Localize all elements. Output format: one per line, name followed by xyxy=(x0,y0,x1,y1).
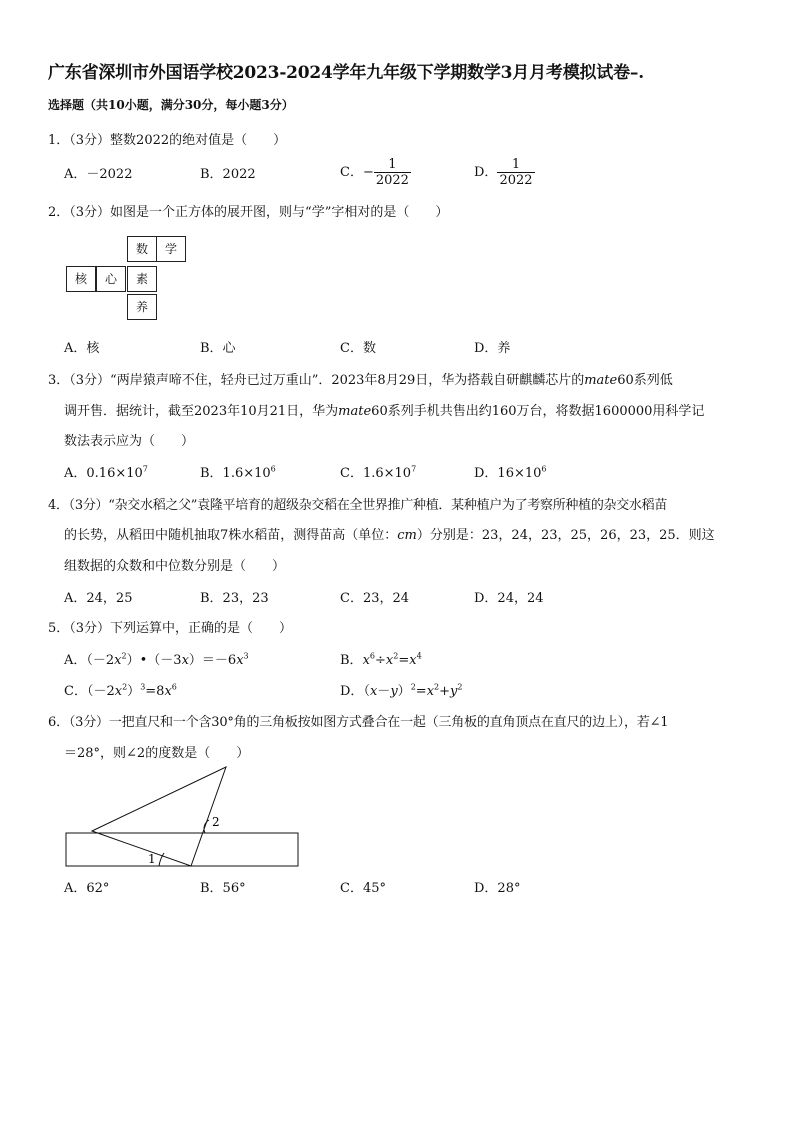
question-4-line-1: 4．（3分）“杂交水稻之父”袁隆平培育的超级杂交稻在全世界推广种植．某种植户为了考察所种植的杂交水稻苗 xyxy=(48,498,668,513)
q1-option-d: D． $\frac{1}{2022}$ xyxy=(474,157,533,188)
q4-option-b: B．23，23 xyxy=(200,591,269,606)
q2-option-a: A．核 xyxy=(64,341,100,356)
q3-option-b: B．$1.6\times 10^6$ xyxy=(200,464,276,481)
angle-1-label: 1 xyxy=(148,852,156,866)
q1-option-c: C．− $\frac{1}{2022}$ xyxy=(340,157,409,188)
ruler xyxy=(66,833,298,866)
net-cell-xue: 学 xyxy=(156,236,186,262)
q6-option-c: C．45° xyxy=(340,881,386,896)
q1-option-c-fraction: $\frac{1}{2022}$ xyxy=(375,157,409,188)
question-3-line-3: 数法表示应为（ ） xyxy=(64,434,195,449)
section-title: 选择题（共10小题，满分30分，每小题3分） xyxy=(48,98,294,112)
question-1-stem: 1．（3分）整数2022的绝对值是（ ） xyxy=(48,133,287,148)
q3-option-c: C．$1.6\times 10^7$ xyxy=(340,464,417,481)
question-3-line-2: 调开售．据统计，截至2023年10月21日，华为mate60系列手机共售出约160万台，将数据1600000用科学记 xyxy=(64,404,705,419)
q2-option-c: C．数 xyxy=(340,341,376,356)
question-5-stem: 5．（3分）下列运算中，正确的是（ ） xyxy=(48,621,293,636)
question-4-line-3: 组数据的众数和中位数分别是（ ） xyxy=(64,559,286,574)
triangle xyxy=(92,767,226,866)
ruler-triangle-figure xyxy=(60,762,305,872)
q3-option-a: A．$0.16\times 10^7$ xyxy=(64,464,148,481)
q1-option-b: B．2022 xyxy=(200,167,256,182)
question-4-line-2: 的长势，从稻田中随机抽取7株水稻苗，测得苗高（单位：cm）分别是：23，24，23，25，26，23，25．则这 xyxy=(64,528,715,543)
q6-option-d: D．28° xyxy=(474,881,521,896)
q2-option-d: D．养 xyxy=(474,341,511,356)
angle-2-label: 2 xyxy=(212,815,220,829)
q1-option-a: A．－2022 xyxy=(64,167,133,182)
q6-option-b: B．56° xyxy=(200,881,246,896)
q2-option-b: B．心 xyxy=(200,341,236,356)
net-cell-su: 素 xyxy=(127,266,157,292)
q3-option-d: D．$16\times 10^6$ xyxy=(474,464,547,481)
question-2-stem: 2．（3分）如图是一个正方体的展开图，则与“学”字相对的是（ ） xyxy=(48,205,449,220)
q5-option-a: A．$(-2x^2)•(-3x)=-6x^3$ xyxy=(64,651,249,668)
q5-option-c: C．$(-2x^2)^3=8x^6$ xyxy=(64,682,177,699)
q5-option-d: D．$(x-y)^2=x^2+y^2$ xyxy=(340,682,463,699)
net-cell-xin: 心 xyxy=(96,266,126,292)
q4-option-d: D．24，24 xyxy=(474,591,544,606)
q1-option-d-fraction: $\frac{1}{2022}$ xyxy=(499,157,533,188)
question-6-line-1: 6．（3分）一把直尺和一个含30°角的三角板按如图方式叠合在一起（三角板的直角顶点在直尺的边上），若∠1 xyxy=(48,715,669,730)
q5-option-b: B．$x^6\div x^2=x^4$ xyxy=(340,651,422,668)
question-3-line-1: 3．（3分）“两岸猿声啼不住，轻舟已过万重山”．2023年8月29日，华为搭载自研麒麟芯片的mate60系列低 xyxy=(48,373,673,388)
net-cell-yang: 养 xyxy=(127,294,157,320)
question-6-line-2: ＝28°，则∠2的度数是（ ） xyxy=(64,746,250,761)
q4-option-c: C．23，24 xyxy=(340,591,410,606)
q4-option-a: A．24，25 xyxy=(64,591,133,606)
page-title: 广东省深圳市外国语学校2023-2024学年九年级下学期数学3月月考模拟试卷–. xyxy=(48,63,644,83)
net-cell-shu: 数 xyxy=(127,236,157,262)
net-cell-he: 核 xyxy=(66,266,96,292)
q6-option-a: A．62° xyxy=(64,881,110,896)
